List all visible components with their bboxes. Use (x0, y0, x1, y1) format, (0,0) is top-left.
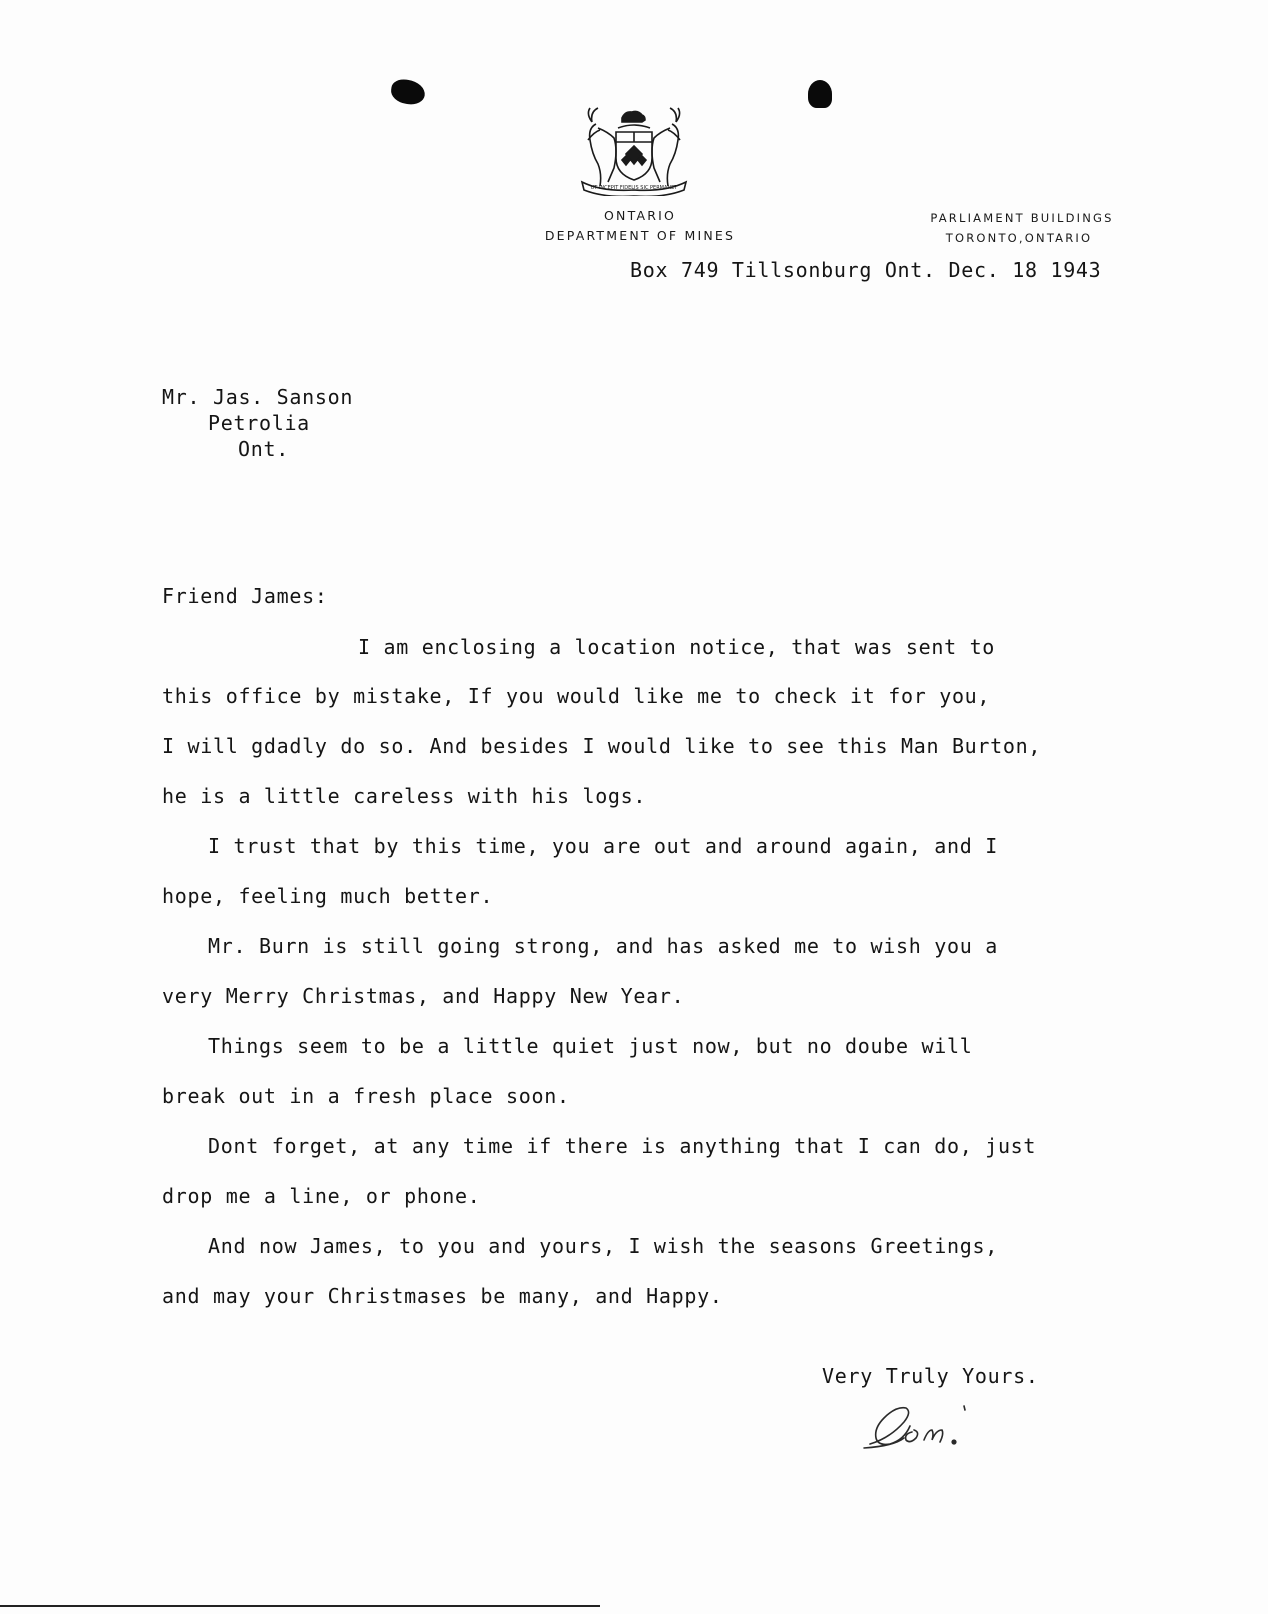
body-line-4: he is a little careless with his logs. (162, 784, 647, 808)
dateline: Box 749 Tillsonburg Ont. Dec. 18 1943 (630, 258, 1102, 282)
signature-text: Don. (858, 1398, 860, 1399)
punch-hole-right (808, 80, 832, 108)
svg-text:UT INCEPIT FIDELIS SIC PERMANE: UT INCEPIT FIDELIS SIC PERMANET (590, 185, 678, 191)
scan-edge-line (0, 1605, 600, 1607)
body-line-12: drop me a line, or phone. (162, 1184, 481, 1208)
recipient-name: Mr. Jas. Sanson (162, 385, 354, 409)
ontario-coat-of-arms-icon (578, 104, 690, 196)
body-line-10: break out in a fresh place soon. (162, 1084, 570, 1108)
body-line-1: I am enclosing a location notice, that was sent to (358, 635, 996, 659)
body-line-9: Things seem to be a little quiet just now, but no doube will (208, 1034, 973, 1058)
body-line-11: Dont forget, at any time if there is anything that I can do, just (208, 1134, 1037, 1158)
body-line-6: hope, feeling much better. (162, 884, 494, 908)
letterhead-building: PARLIAMENT BUILDINGS (930, 211, 1114, 225)
body-line-3: I will gdadly do so. And besides I would like to see this Man Burton, (162, 734, 1042, 758)
body-line-13: And now James, to you and yours, I wish the seasons Greetings, (208, 1234, 998, 1258)
letterhead-department: DEPARTMENT OF MINES (544, 228, 736, 243)
closing: Very Truly Yours. (822, 1364, 1039, 1388)
body-line-8: very Merry Christmas, and Happy New Year. (162, 984, 685, 1008)
recipient-town: Petrolia (208, 411, 310, 435)
body-line-7: Mr. Burn is still going strong, and has asked me to wish you a (208, 934, 998, 958)
body-line-14: and may your Christmases be many, and Happy. (162, 1284, 723, 1308)
letterhead-province: ONTARIO (604, 208, 677, 223)
recipient-province: Ont. (238, 437, 289, 461)
salutation: Friend James: (162, 584, 328, 608)
signature-icon (858, 1398, 998, 1458)
punch-hole-left (389, 78, 426, 106)
letterhead-city: TORONTO,ONTARIO (945, 231, 1093, 245)
body-line-2: this office by mistake, If you would like me to check it for you, (162, 684, 991, 708)
body-line-5: I trust that by this time, you are out and around again, and I (208, 834, 998, 858)
